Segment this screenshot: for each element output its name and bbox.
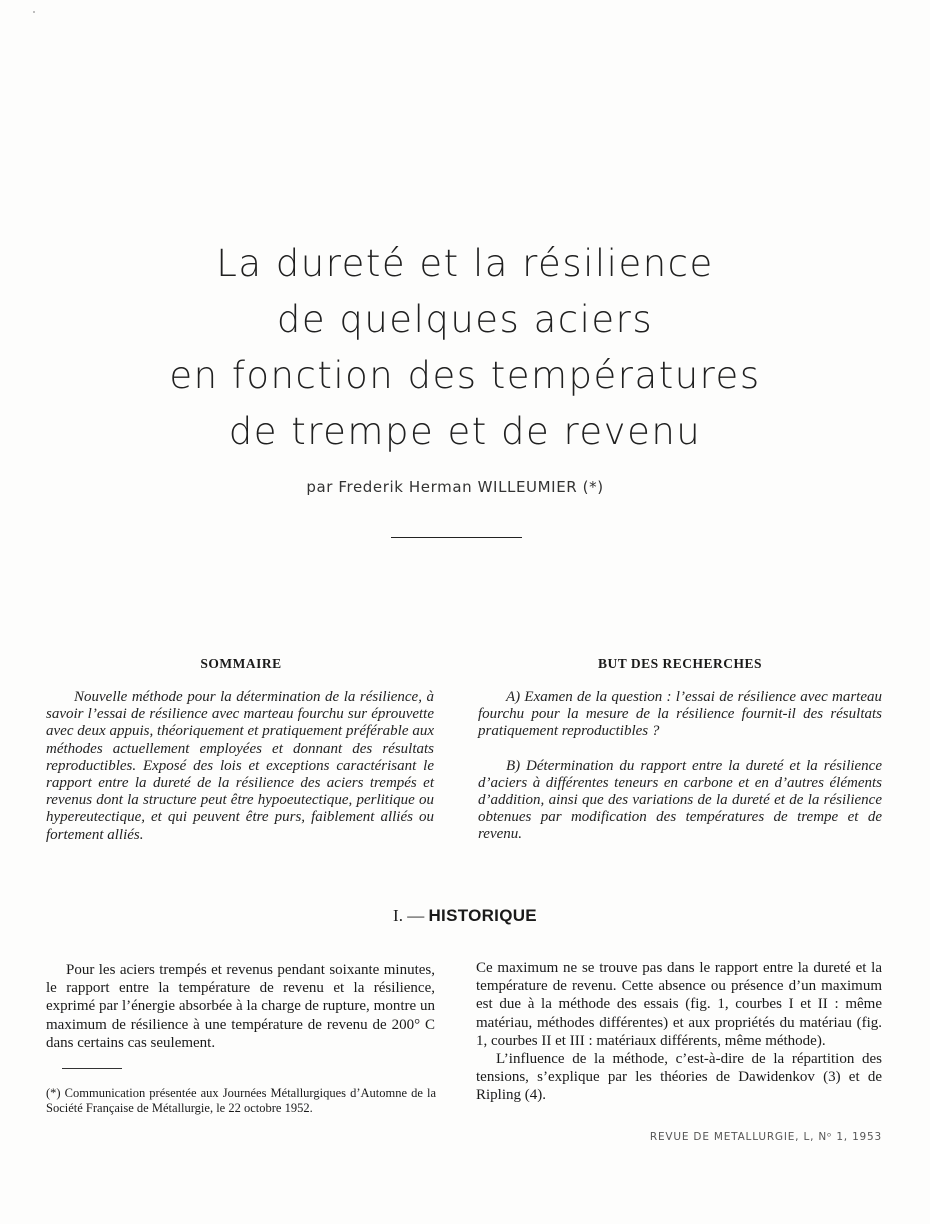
footnote-rule xyxy=(62,1068,122,1069)
article-title xyxy=(0,236,930,460)
author-byline: par Frederik Herman WILLEUMIER (*) xyxy=(306,478,604,496)
scan-speck xyxy=(33,11,35,13)
but-paragraph-b: B) Détermination du rapport entre la dureté et la résilience d’aciers à différentes teneurs en carbone et en d’autres éléments d’addition, ainsi que des variations de la dureté et de la résilience obtenues par modification des températures de trempe et de revenu. xyxy=(478,757,882,843)
sommaire-paragraph: Nouvelle méthode pour la détermination de la résilience, à savoir l’essai de résilience avec marteau fourchu sur éprouvette avec deux appuis, théoriquement et pratiquement préférable aux méthodes actuellement employées et donnant des résultats reproductibles. Exposé des lois et exceptions caractérisant le rapport entre la dureté de la résilience des aciers trempés et revenus dont la structure peut être hypoeutectique, perlitique ou hypereutectique, et qui peuvent être purs, faiblement alliés ou fortement alliés. xyxy=(46,689,434,843)
section-title: HISTORIQUE xyxy=(428,906,537,925)
title-line-3: en fonction des températures xyxy=(169,354,761,397)
title-divider xyxy=(391,537,522,538)
sommaire-heading: SOMMAIRE xyxy=(200,656,282,671)
title-line-4: de trempe et de revenu xyxy=(228,410,702,453)
body-right-column xyxy=(476,959,882,1105)
body-left-paragraph: Pour les aciers trempés et revenus pendant soixante minutes, le rapport entre la température de revenu et la résilience, exprimé par l’énergie absorbée à la charge de rupture, montre un maximum de résilience à une température de revenu de 200° C dans certains cas seulement. xyxy=(46,962,435,1051)
journal-reference: REVUE DE METALLURGIE, L, Nᵒ 1, 1953 xyxy=(649,1131,882,1143)
footnote: (*) Communication présentée aux Journées Métallurgiques d’Automne de la Société Française de Métallurgie, le 22 octobre 1952. xyxy=(46,1086,436,1115)
title-line-1: La dureté et la résilience xyxy=(216,242,714,285)
body-right-paragraph-1: Ce maximum ne se trouve pas dans le rapport entre la dureté et la température de revenu. Cette absence ou présence d’un maximum est due à la méthode des essais (fig. 1, courbes I et II : même matériau, méthodes différentes) et aux propriétés du matériau (fig. 1, courbes II et III : matériaux différents, même méthode). xyxy=(476,960,882,1049)
but-heading: BUT DES RECHERCHES xyxy=(597,656,763,671)
section-heading xyxy=(0,906,930,926)
but-text xyxy=(478,689,882,844)
but-paragraph-a: A) Examen de la question : l’essai de résilience avec marteau fourchu pour la mesure de la résilience fournit-il des résultats pratiquement reproductibles ? xyxy=(478,689,882,740)
body-right-paragraph-2: L’influence de la méthode, c’est-à-dire de la répartition des tensions, s’explique par les théories de Dawidenkov (3) et de Ripling (4). xyxy=(476,1051,882,1104)
sommaire-text xyxy=(46,689,434,844)
title-line-2: de quelques aciers xyxy=(276,298,654,341)
section-number: I. — xyxy=(393,906,425,925)
body-left-column xyxy=(46,961,435,1052)
